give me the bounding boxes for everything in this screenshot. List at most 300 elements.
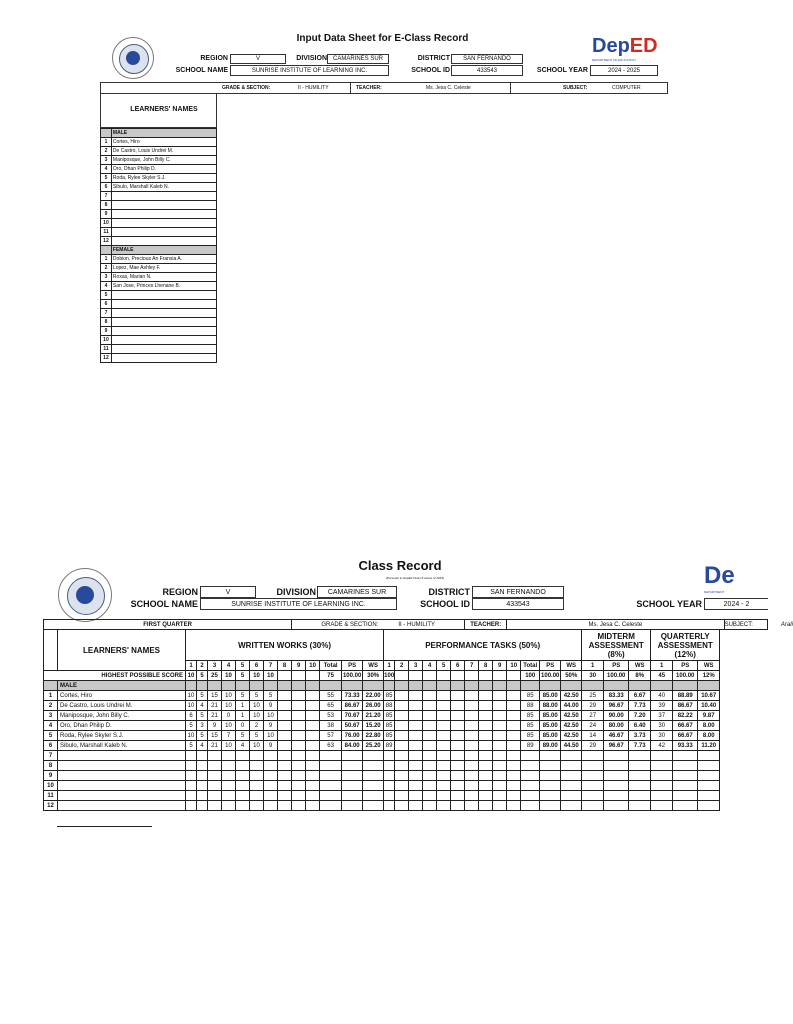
score-cell[interactable] — [437, 771, 451, 781]
score-cell[interactable] — [629, 801, 651, 811]
score-cell[interactable]: 7.73 — [629, 741, 651, 751]
score-cell[interactable]: 11.20 — [698, 741, 720, 751]
score-cell[interactable] — [465, 691, 479, 701]
score-cell[interactable] — [306, 761, 320, 771]
score-cell[interactable] — [395, 731, 409, 741]
score-cell[interactable] — [222, 751, 236, 761]
score-cell[interactable] — [292, 791, 306, 801]
score-cell[interactable] — [540, 771, 561, 781]
score-cell[interactable]: 5 — [186, 721, 197, 731]
learner-name[interactable] — [111, 219, 216, 228]
score-cell[interactable] — [582, 801, 604, 811]
score-cell[interactable] — [451, 741, 465, 751]
score-cell[interactable] — [651, 751, 673, 761]
score-cell[interactable] — [186, 801, 197, 811]
score-cell[interactable] — [363, 771, 384, 781]
score-cell[interactable] — [673, 801, 698, 811]
score-cell[interactable] — [437, 801, 451, 811]
score-cell[interactable] — [540, 801, 561, 811]
score-cell[interactable]: 9 — [208, 721, 222, 731]
score-cell[interactable] — [540, 751, 561, 761]
student-name[interactable] — [58, 781, 186, 791]
score-cell[interactable] — [292, 761, 306, 771]
score-cell[interactable]: 86.67 — [342, 701, 363, 711]
score-cell[interactable] — [507, 791, 521, 801]
score-cell[interactable] — [409, 731, 423, 741]
score-cell[interactable] — [409, 711, 423, 721]
score-cell[interactable]: 46.67 — [604, 731, 629, 741]
score-cell[interactable]: 9 — [264, 741, 278, 751]
score-cell[interactable] — [363, 781, 384, 791]
score-cell[interactable] — [521, 751, 540, 761]
score-cell[interactable]: 85 — [521, 721, 540, 731]
score-cell[interactable] — [363, 801, 384, 811]
score-cell[interactable]: 10 — [186, 731, 197, 741]
score-cell[interactable] — [673, 751, 698, 761]
score-cell[interactable]: 85 — [521, 691, 540, 701]
score-cell[interactable] — [507, 741, 521, 751]
score-cell[interactable] — [278, 741, 292, 751]
score-cell[interactable] — [208, 791, 222, 801]
score-cell[interactable] — [292, 721, 306, 731]
score-cell[interactable]: 63 — [320, 741, 342, 751]
score-cell[interactable] — [363, 791, 384, 801]
score-cell[interactable] — [479, 791, 493, 801]
score-cell[interactable]: 1 — [236, 711, 250, 721]
student-name[interactable] — [58, 751, 186, 761]
score-cell[interactable] — [479, 771, 493, 781]
score-cell[interactable] — [306, 691, 320, 701]
score-cell[interactable] — [604, 781, 629, 791]
score-cell[interactable] — [306, 731, 320, 741]
score-cell[interactable] — [507, 701, 521, 711]
score-cell[interactable] — [384, 791, 395, 801]
score-cell[interactable] — [521, 781, 540, 791]
score-cell[interactable] — [222, 801, 236, 811]
score-cell[interactable]: 88.00 — [540, 701, 561, 711]
score-cell[interactable] — [320, 801, 342, 811]
learner-name[interactable] — [111, 201, 216, 210]
score-cell[interactable] — [186, 751, 197, 761]
score-cell[interactable] — [423, 781, 437, 791]
score-cell[interactable] — [479, 721, 493, 731]
score-cell[interactable]: 21.20 — [363, 711, 384, 721]
score-cell[interactable] — [236, 801, 250, 811]
score-cell[interactable] — [465, 731, 479, 741]
score-cell[interactable] — [540, 791, 561, 801]
score-cell[interactable] — [395, 761, 409, 771]
learner-name[interactable] — [111, 228, 216, 237]
score-cell[interactable] — [479, 781, 493, 791]
score-cell[interactable]: 22.00 — [363, 691, 384, 701]
score-cell[interactable] — [197, 791, 208, 801]
score-cell[interactable]: 30 — [651, 721, 673, 731]
score-cell[interactable] — [423, 771, 437, 781]
score-cell[interactable] — [208, 781, 222, 791]
score-cell[interactable]: 66.67 — [673, 721, 698, 731]
score-cell[interactable] — [423, 701, 437, 711]
score-cell[interactable] — [423, 721, 437, 731]
score-cell[interactable]: 21 — [208, 711, 222, 721]
score-cell[interactable] — [423, 801, 437, 811]
score-cell[interactable] — [342, 781, 363, 791]
learner-name[interactable]: San Jose, Princes Lhenane B. — [111, 282, 216, 291]
score-cell[interactable]: 5 — [197, 691, 208, 701]
learner-name[interactable]: Oro, Dhan Philip D. — [111, 165, 216, 174]
score-cell[interactable] — [423, 761, 437, 771]
learner-name[interactable] — [111, 309, 216, 318]
score-cell[interactable]: 10 — [222, 691, 236, 701]
score-cell[interactable] — [278, 731, 292, 741]
score-cell[interactable] — [451, 781, 465, 791]
score-cell[interactable]: 85.00 — [540, 691, 561, 701]
score-cell[interactable] — [186, 791, 197, 801]
score-cell[interactable]: 50.67 — [342, 721, 363, 731]
score-cell[interactable] — [423, 751, 437, 761]
score-cell[interactable] — [222, 791, 236, 801]
score-cell[interactable]: 25 — [582, 691, 604, 701]
score-cell[interactable] — [493, 721, 507, 731]
score-cell[interactable] — [423, 711, 437, 721]
score-cell[interactable]: 85 — [384, 731, 395, 741]
score-cell[interactable] — [493, 781, 507, 791]
learner-name[interactable]: Cortes, Hiro — [111, 138, 216, 147]
score-cell[interactable]: 21 — [208, 701, 222, 711]
score-cell[interactable]: 10 — [222, 701, 236, 711]
score-cell[interactable] — [306, 741, 320, 751]
score-cell[interactable] — [479, 701, 493, 711]
score-cell[interactable] — [698, 791, 720, 801]
score-cell[interactable]: 21 — [208, 741, 222, 751]
score-cell[interactable]: 9 — [264, 721, 278, 731]
score-cell[interactable]: 9.87 — [698, 711, 720, 721]
score-cell[interactable] — [264, 781, 278, 791]
score-cell[interactable] — [561, 801, 582, 811]
score-cell[interactable]: 10 — [186, 691, 197, 701]
learner-name[interactable]: Roxas, Marian N. — [111, 273, 216, 282]
score-cell[interactable] — [395, 691, 409, 701]
score-cell[interactable] — [437, 721, 451, 731]
score-cell[interactable] — [409, 741, 423, 751]
score-cell[interactable]: 44.50 — [561, 741, 582, 751]
score-cell[interactable]: 37 — [651, 711, 673, 721]
score-cell[interactable]: 4 — [197, 741, 208, 751]
score-cell[interactable] — [423, 691, 437, 701]
score-cell[interactable] — [292, 691, 306, 701]
score-cell[interactable] — [465, 701, 479, 711]
score-cell[interactable]: 57 — [320, 731, 342, 741]
score-cell[interactable]: 4 — [236, 741, 250, 751]
score-cell[interactable] — [395, 791, 409, 801]
score-cell[interactable] — [278, 711, 292, 721]
score-cell[interactable] — [521, 761, 540, 771]
score-cell[interactable]: 15 — [208, 691, 222, 701]
learner-name[interactable] — [111, 210, 216, 219]
score-cell[interactable]: 5 — [250, 731, 264, 741]
score-cell[interactable] — [465, 791, 479, 801]
score-cell[interactable] — [629, 761, 651, 771]
learner-name[interactable]: Roda, Rylee Skyler S.J. — [111, 174, 216, 183]
score-cell[interactable]: 42.50 — [561, 731, 582, 741]
score-cell[interactable] — [521, 791, 540, 801]
score-cell[interactable] — [236, 771, 250, 781]
score-cell[interactable] — [197, 801, 208, 811]
student-name[interactable]: Oro, Dhan Philip D. — [58, 721, 186, 731]
score-cell[interactable] — [465, 721, 479, 731]
score-cell[interactable] — [222, 781, 236, 791]
score-cell[interactable]: 40 — [651, 691, 673, 701]
score-cell[interactable] — [629, 771, 651, 781]
score-cell[interactable] — [250, 801, 264, 811]
score-cell[interactable] — [384, 751, 395, 761]
score-cell[interactable] — [250, 761, 264, 771]
score-cell[interactable]: 85.00 — [540, 711, 561, 721]
score-cell[interactable] — [437, 691, 451, 701]
score-cell[interactable]: 85 — [384, 691, 395, 701]
score-cell[interactable] — [278, 701, 292, 711]
score-cell[interactable]: 5 — [197, 711, 208, 721]
score-cell[interactable] — [651, 771, 673, 781]
score-cell[interactable] — [493, 791, 507, 801]
score-cell[interactable] — [197, 751, 208, 761]
score-cell[interactable] — [451, 721, 465, 731]
score-cell[interactable]: 93.33 — [673, 741, 698, 751]
learner-name[interactable]: Dobion, Precious An Franxia A. — [111, 255, 216, 264]
score-cell[interactable] — [395, 741, 409, 751]
score-cell[interactable]: 42.50 — [561, 721, 582, 731]
score-cell[interactable] — [493, 691, 507, 701]
score-cell[interactable] — [423, 741, 437, 751]
score-cell[interactable] — [384, 771, 395, 781]
score-cell[interactable]: 88 — [384, 701, 395, 711]
score-cell[interactable] — [479, 801, 493, 811]
score-cell[interactable] — [698, 781, 720, 791]
score-cell[interactable] — [264, 791, 278, 801]
score-cell[interactable] — [451, 701, 465, 711]
score-cell[interactable]: 29 — [582, 741, 604, 751]
learner-name[interactable] — [111, 354, 216, 363]
student-name[interactable]: Sibulo, Marshall Kaleb N. — [58, 741, 186, 751]
score-cell[interactable] — [465, 781, 479, 791]
score-cell[interactable] — [342, 751, 363, 761]
score-cell[interactable]: 10 — [186, 701, 197, 711]
score-cell[interactable]: 5 — [236, 691, 250, 701]
score-cell[interactable] — [342, 801, 363, 811]
score-cell[interactable] — [306, 801, 320, 811]
score-cell[interactable] — [604, 801, 629, 811]
student-name[interactable]: Cortes, Hiro — [58, 691, 186, 701]
score-cell[interactable]: 10 — [264, 731, 278, 741]
score-cell[interactable] — [507, 801, 521, 811]
score-cell[interactable]: 85.00 — [540, 721, 561, 731]
score-cell[interactable] — [292, 801, 306, 811]
score-cell[interactable] — [320, 771, 342, 781]
score-cell[interactable] — [493, 751, 507, 761]
score-cell[interactable]: 85 — [384, 711, 395, 721]
score-cell[interactable]: 96.67 — [604, 701, 629, 711]
score-cell[interactable]: 5 — [186, 741, 197, 751]
score-cell[interactable] — [186, 781, 197, 791]
learner-name[interactable]: Maniposque, John Billy C. — [111, 156, 216, 165]
score-cell[interactable]: 6.40 — [629, 721, 651, 731]
score-cell[interactable]: 0 — [236, 721, 250, 731]
score-cell[interactable] — [208, 801, 222, 811]
score-cell[interactable] — [582, 771, 604, 781]
score-cell[interactable] — [629, 781, 651, 791]
score-cell[interactable] — [465, 801, 479, 811]
score-cell[interactable] — [604, 761, 629, 771]
score-cell[interactable] — [384, 781, 395, 791]
score-cell[interactable] — [197, 771, 208, 781]
score-cell[interactable] — [342, 791, 363, 801]
score-cell[interactable] — [236, 791, 250, 801]
score-cell[interactable] — [222, 761, 236, 771]
score-cell[interactable]: 85.00 — [540, 731, 561, 741]
student-name[interactable] — [58, 771, 186, 781]
score-cell[interactable] — [479, 731, 493, 741]
score-cell[interactable] — [409, 791, 423, 801]
score-cell[interactable] — [320, 791, 342, 801]
score-cell[interactable] — [320, 761, 342, 771]
score-cell[interactable]: 29 — [582, 701, 604, 711]
score-cell[interactable]: 15 — [208, 731, 222, 741]
score-cell[interactable] — [292, 701, 306, 711]
score-cell[interactable]: 5 — [236, 731, 250, 741]
score-cell[interactable] — [264, 801, 278, 811]
score-cell[interactable] — [395, 751, 409, 761]
score-cell[interactable] — [423, 791, 437, 801]
score-cell[interactable]: 84.00 — [342, 741, 363, 751]
score-cell[interactable]: 39 — [651, 701, 673, 711]
score-cell[interactable] — [264, 771, 278, 781]
score-cell[interactable] — [561, 781, 582, 791]
score-cell[interactable]: 88 — [521, 701, 540, 711]
score-cell[interactable] — [465, 741, 479, 751]
score-cell[interactable] — [465, 771, 479, 781]
score-cell[interactable] — [395, 801, 409, 811]
score-cell[interactable] — [604, 751, 629, 761]
score-cell[interactable] — [507, 771, 521, 781]
score-cell[interactable] — [250, 791, 264, 801]
score-cell[interactable] — [395, 711, 409, 721]
score-cell[interactable] — [409, 801, 423, 811]
score-cell[interactable] — [250, 781, 264, 791]
score-cell[interactable] — [437, 711, 451, 721]
score-cell[interactable]: 1 — [236, 701, 250, 711]
score-cell[interactable] — [540, 761, 561, 771]
student-name[interactable] — [58, 791, 186, 801]
score-cell[interactable]: 10 — [222, 721, 236, 731]
score-cell[interactable] — [651, 791, 673, 801]
score-cell[interactable]: 89 — [521, 741, 540, 751]
score-cell[interactable]: 10 — [264, 711, 278, 721]
score-cell[interactable] — [604, 791, 629, 801]
score-cell[interactable] — [437, 781, 451, 791]
score-cell[interactable] — [651, 781, 673, 791]
score-cell[interactable] — [561, 751, 582, 761]
score-cell[interactable] — [451, 751, 465, 761]
score-cell[interactable] — [698, 801, 720, 811]
score-cell[interactable] — [465, 711, 479, 721]
score-cell[interactable] — [437, 751, 451, 761]
score-cell[interactable]: 83.33 — [604, 691, 629, 701]
score-cell[interactable] — [479, 711, 493, 721]
score-cell[interactable] — [409, 701, 423, 711]
score-cell[interactable] — [197, 761, 208, 771]
score-cell[interactable] — [437, 731, 451, 741]
score-cell[interactable] — [465, 751, 479, 761]
score-cell[interactable] — [264, 751, 278, 761]
score-cell[interactable] — [493, 701, 507, 711]
score-cell[interactable] — [493, 731, 507, 741]
score-cell[interactable] — [540, 781, 561, 791]
score-cell[interactable]: 24 — [582, 721, 604, 731]
score-cell[interactable]: 89 — [384, 741, 395, 751]
score-cell[interactable]: 26.00 — [363, 701, 384, 711]
score-cell[interactable] — [698, 771, 720, 781]
score-cell[interactable] — [409, 721, 423, 731]
score-cell[interactable]: 5 — [197, 731, 208, 741]
score-cell[interactable] — [673, 781, 698, 791]
score-cell[interactable] — [507, 781, 521, 791]
score-cell[interactable]: 42.50 — [561, 711, 582, 721]
score-cell[interactable] — [208, 761, 222, 771]
student-name[interactable] — [58, 761, 186, 771]
score-cell[interactable]: 85 — [521, 731, 540, 741]
learner-name[interactable] — [111, 300, 216, 309]
score-cell[interactable] — [306, 781, 320, 791]
student-name[interactable]: Maniposque, John Billy C. — [58, 711, 186, 721]
score-cell[interactable]: 10 — [250, 701, 264, 711]
score-cell[interactable]: 22.80 — [363, 731, 384, 741]
score-cell[interactable] — [278, 721, 292, 731]
score-cell[interactable]: 85 — [384, 721, 395, 731]
score-cell[interactable] — [236, 761, 250, 771]
score-cell[interactable] — [698, 761, 720, 771]
score-cell[interactable] — [451, 731, 465, 741]
score-cell[interactable]: 55 — [320, 691, 342, 701]
score-cell[interactable] — [292, 741, 306, 751]
score-cell[interactable] — [673, 791, 698, 801]
score-cell[interactable] — [363, 751, 384, 761]
learner-name[interactable]: Lopez, Mae Ashley F. — [111, 264, 216, 273]
score-cell[interactable] — [507, 731, 521, 741]
learner-name[interactable] — [111, 192, 216, 201]
score-cell[interactable] — [451, 771, 465, 781]
score-cell[interactable] — [493, 801, 507, 811]
score-cell[interactable]: 3.73 — [629, 731, 651, 741]
score-cell[interactable] — [278, 791, 292, 801]
score-cell[interactable]: 73.33 — [342, 691, 363, 701]
score-cell[interactable] — [507, 711, 521, 721]
score-cell[interactable]: 4 — [197, 701, 208, 711]
score-cell[interactable]: 38 — [320, 721, 342, 731]
score-cell[interactable]: 7.20 — [629, 711, 651, 721]
score-cell[interactable] — [278, 801, 292, 811]
score-cell[interactable] — [437, 761, 451, 771]
score-cell[interactable]: 53 — [320, 711, 342, 721]
learner-name[interactable] — [111, 327, 216, 336]
score-cell[interactable]: 6 — [186, 711, 197, 721]
learner-name[interactable] — [111, 345, 216, 354]
score-cell[interactable] — [423, 731, 437, 741]
score-cell[interactable]: 15.20 — [363, 721, 384, 731]
score-cell[interactable]: 85 — [521, 711, 540, 721]
score-cell[interactable] — [292, 771, 306, 781]
score-cell[interactable] — [222, 771, 236, 781]
score-cell[interactable] — [582, 751, 604, 761]
score-cell[interactable] — [278, 781, 292, 791]
